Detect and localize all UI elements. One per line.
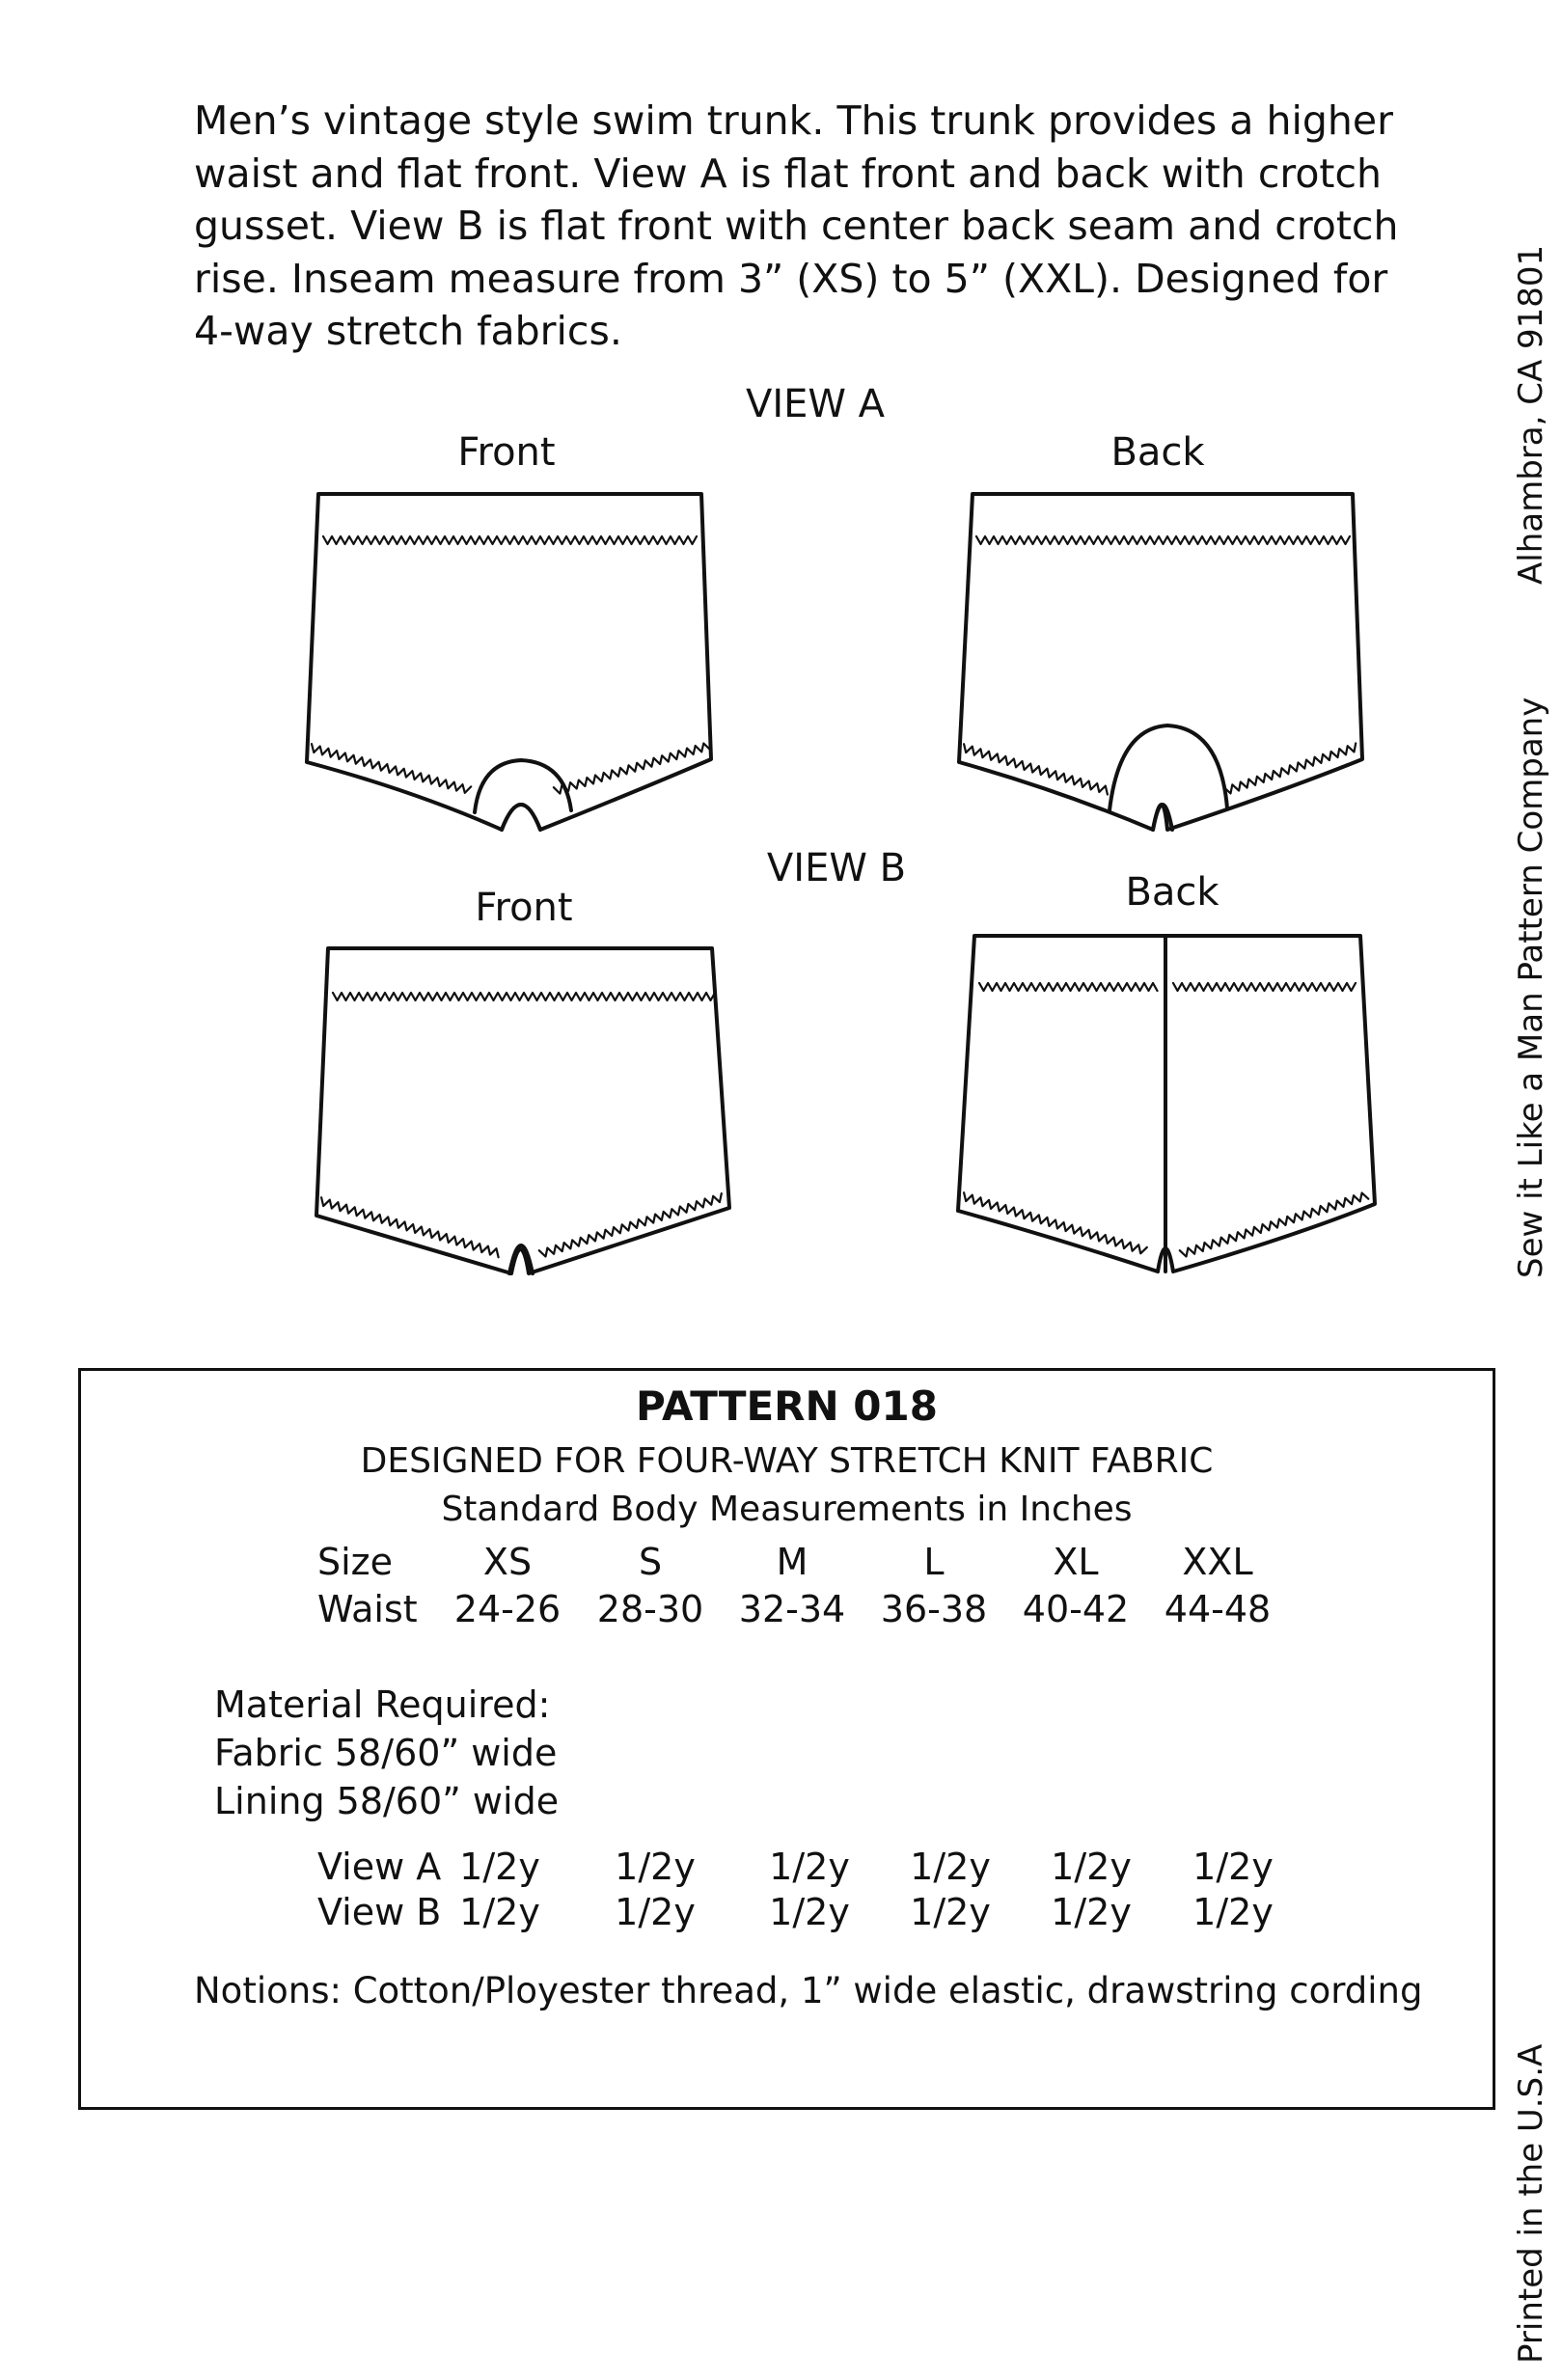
pattern-number: PATTERN 018 — [636, 1382, 938, 1430]
yardage-cell: 1/2y — [459, 1846, 540, 1888]
yardage-cell: 1/2y — [910, 1846, 991, 1888]
material-heading: Material Required: — [214, 1683, 551, 1726]
yardage-cell: 1/2y — [1192, 1891, 1274, 1933]
material-lining: Lining 58/60” wide — [214, 1780, 560, 1822]
material-fabric: Fabric 58/60” wide — [214, 1732, 558, 1774]
yardage-cell: 1/2y — [769, 1891, 850, 1933]
yardage-cell: 1/2y — [1051, 1846, 1132, 1888]
yardage-row-label: View B — [317, 1891, 442, 1933]
view-b-front-drawing — [316, 948, 729, 1273]
side-text-printed: Printed in the U.S.A — [1512, 2043, 1550, 2364]
waist-row-label: Waist — [317, 1588, 418, 1630]
view-b-title: VIEW B — [766, 846, 907, 890]
yardage-cell: 1/2y — [459, 1891, 540, 1933]
pattern-description: Men’s vintage style swim trunk. This trunk provides a higher waist and flat front. View A is flat front and back with crotch gusset. View B is flat front with center back seam and crotch rise. Inseam measure from 3” (XS) to 5” (XXL). Designed for 4-way stretch fabrics. — [194, 97, 1399, 354]
side-text-company: Sew it Like a Man Pattern Company — [1512, 697, 1550, 1278]
waist-cell: 28-30 — [596, 1588, 704, 1630]
size-cell: XXL — [1182, 1541, 1253, 1583]
waist-cell: 40-42 — [1022, 1588, 1130, 1630]
size-row-label: Size — [317, 1541, 394, 1583]
measurements-caption: Standard Body Measurements in Inches — [441, 1490, 1133, 1529]
yardage-cell: 1/2y — [615, 1846, 696, 1888]
waist-cell: 32-34 — [738, 1588, 846, 1630]
yardage-row-label: View A — [317, 1846, 442, 1888]
view-b-back-drawing — [958, 936, 1375, 1272]
size-cell: XS — [482, 1541, 533, 1583]
yardage-cell: 1/2y — [910, 1891, 991, 1933]
fabric-subtitle: DESIGNED FOR FOUR-WAY STRETCH KNIT FABRIC — [360, 1441, 1214, 1481]
notions-text: Notions: Cotton/Ployester thread, 1” wide elastic, drawstring cording — [194, 1970, 1423, 2011]
view-a-front-drawing — [307, 494, 711, 830]
yardage-cell: 1/2y — [615, 1891, 696, 1933]
yardage-cell: 1/2y — [769, 1846, 850, 1888]
view-b-front-label: Front — [475, 886, 573, 930]
waist-cell: 36-38 — [880, 1588, 988, 1630]
waist-cell: 24-26 — [453, 1588, 562, 1630]
view-a-back-drawing — [959, 494, 1362, 830]
view-a-front-label: Front — [457, 430, 556, 475]
size-cell: S — [638, 1541, 663, 1583]
view-a-title: VIEW A — [745, 382, 886, 426]
yardage-cell: 1/2y — [1051, 1891, 1132, 1933]
view-b-back-label: Back — [1125, 870, 1219, 915]
size-cell: M — [776, 1541, 808, 1583]
waist-cell: 44-48 — [1164, 1588, 1272, 1630]
view-a-back-label: Back — [1110, 430, 1205, 475]
size-cell: XL — [1053, 1541, 1099, 1583]
side-text-address: Alhambra, CA 91801 — [1512, 244, 1550, 585]
size-cell: L — [923, 1541, 945, 1583]
yardage-cell: 1/2y — [1192, 1846, 1274, 1888]
